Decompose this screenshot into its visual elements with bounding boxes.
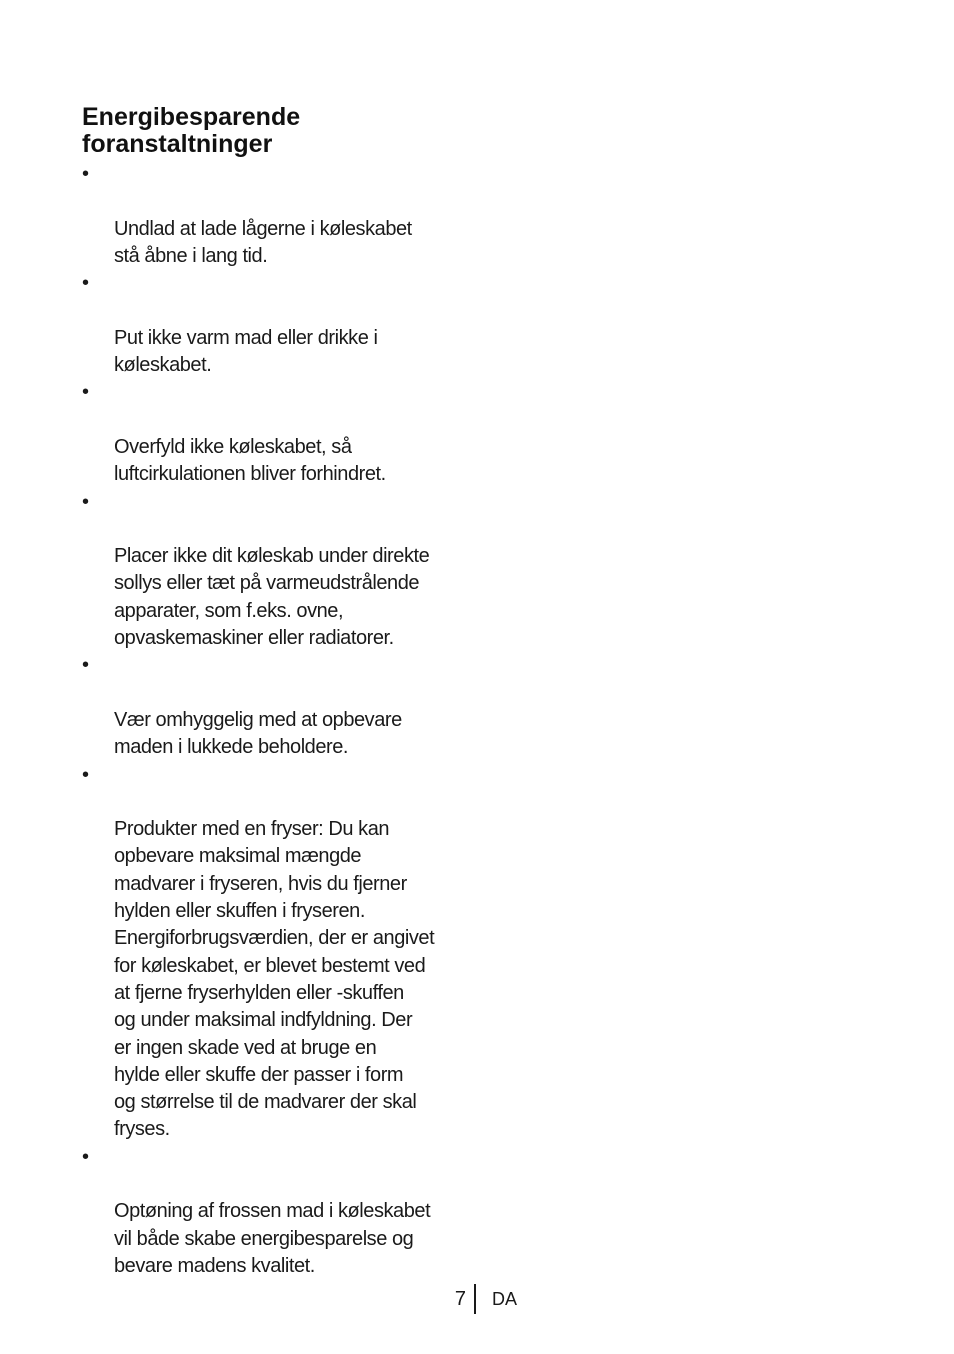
energy-saving-section <box>82 104 472 1280</box>
list-item-text: Overfyld ikke køleskabet, så luftcirkulationen bliver forhindret. <box>114 435 386 486</box>
bullet-icon: • <box>82 763 89 786</box>
bullet-icon: • <box>82 490 89 513</box>
list-item <box>82 270 472 379</box>
list-item-text: Put ikke varm mad eller drikke i køleskabet. <box>114 326 378 377</box>
bullet-icon: • <box>82 272 89 295</box>
list-item <box>82 762 472 1144</box>
list-item <box>82 379 472 488</box>
bullet-icon: • <box>82 163 89 185</box>
list-item-text: Optøning af frossen mad i køleskabet vil både skabe energibesparelse og bevare madens kvalitet. <box>114 1200 431 1277</box>
bullet-icon: • <box>82 381 89 404</box>
bullet-icon: • <box>82 1145 89 1168</box>
list-item <box>82 652 472 761</box>
list-item <box>82 489 472 653</box>
list-item <box>82 1144 472 1280</box>
list-item <box>82 161 472 270</box>
list-item-text: Undlad at lade lågerne i køleskabet stå åbne i lang tid. <box>114 217 412 267</box>
page-number: 7 <box>454 1288 466 1310</box>
list-item-text: Produkter med en fryser: Du kan opbevare maksimal mængde madvarer i fryseren, hvis du fjerner hylden eller skuffen i fryseren. Energiforbrugsværdien, der er angivet for køleskabet, er blevet bestemt ved at fjerne fryserhylden eller -skuffen og under maksimal indfyldning. Der er ingen skade ved at bruge en hylde eller skuffe der passer i form og størrelse til de madvarer der skal fryses. <box>114 818 435 1141</box>
list-item-text: Placer ikke dit køleskab under direkte sollys eller tæt på varmeudstrålende apparater, som f.eks. ovne, opvaskemaskiner eller radiatorer. <box>114 545 430 650</box>
page-footer <box>440 1284 517 1314</box>
list-item-text: Vær omhyggelig med at opbevare maden i lukkede beholdere. <box>114 708 402 759</box>
language-code: DA <box>492 1289 518 1309</box>
section-heading: Energibesparende foranstaltninger <box>82 103 301 158</box>
energy-tips-list <box>82 161 472 1280</box>
bullet-icon: • <box>82 654 89 677</box>
